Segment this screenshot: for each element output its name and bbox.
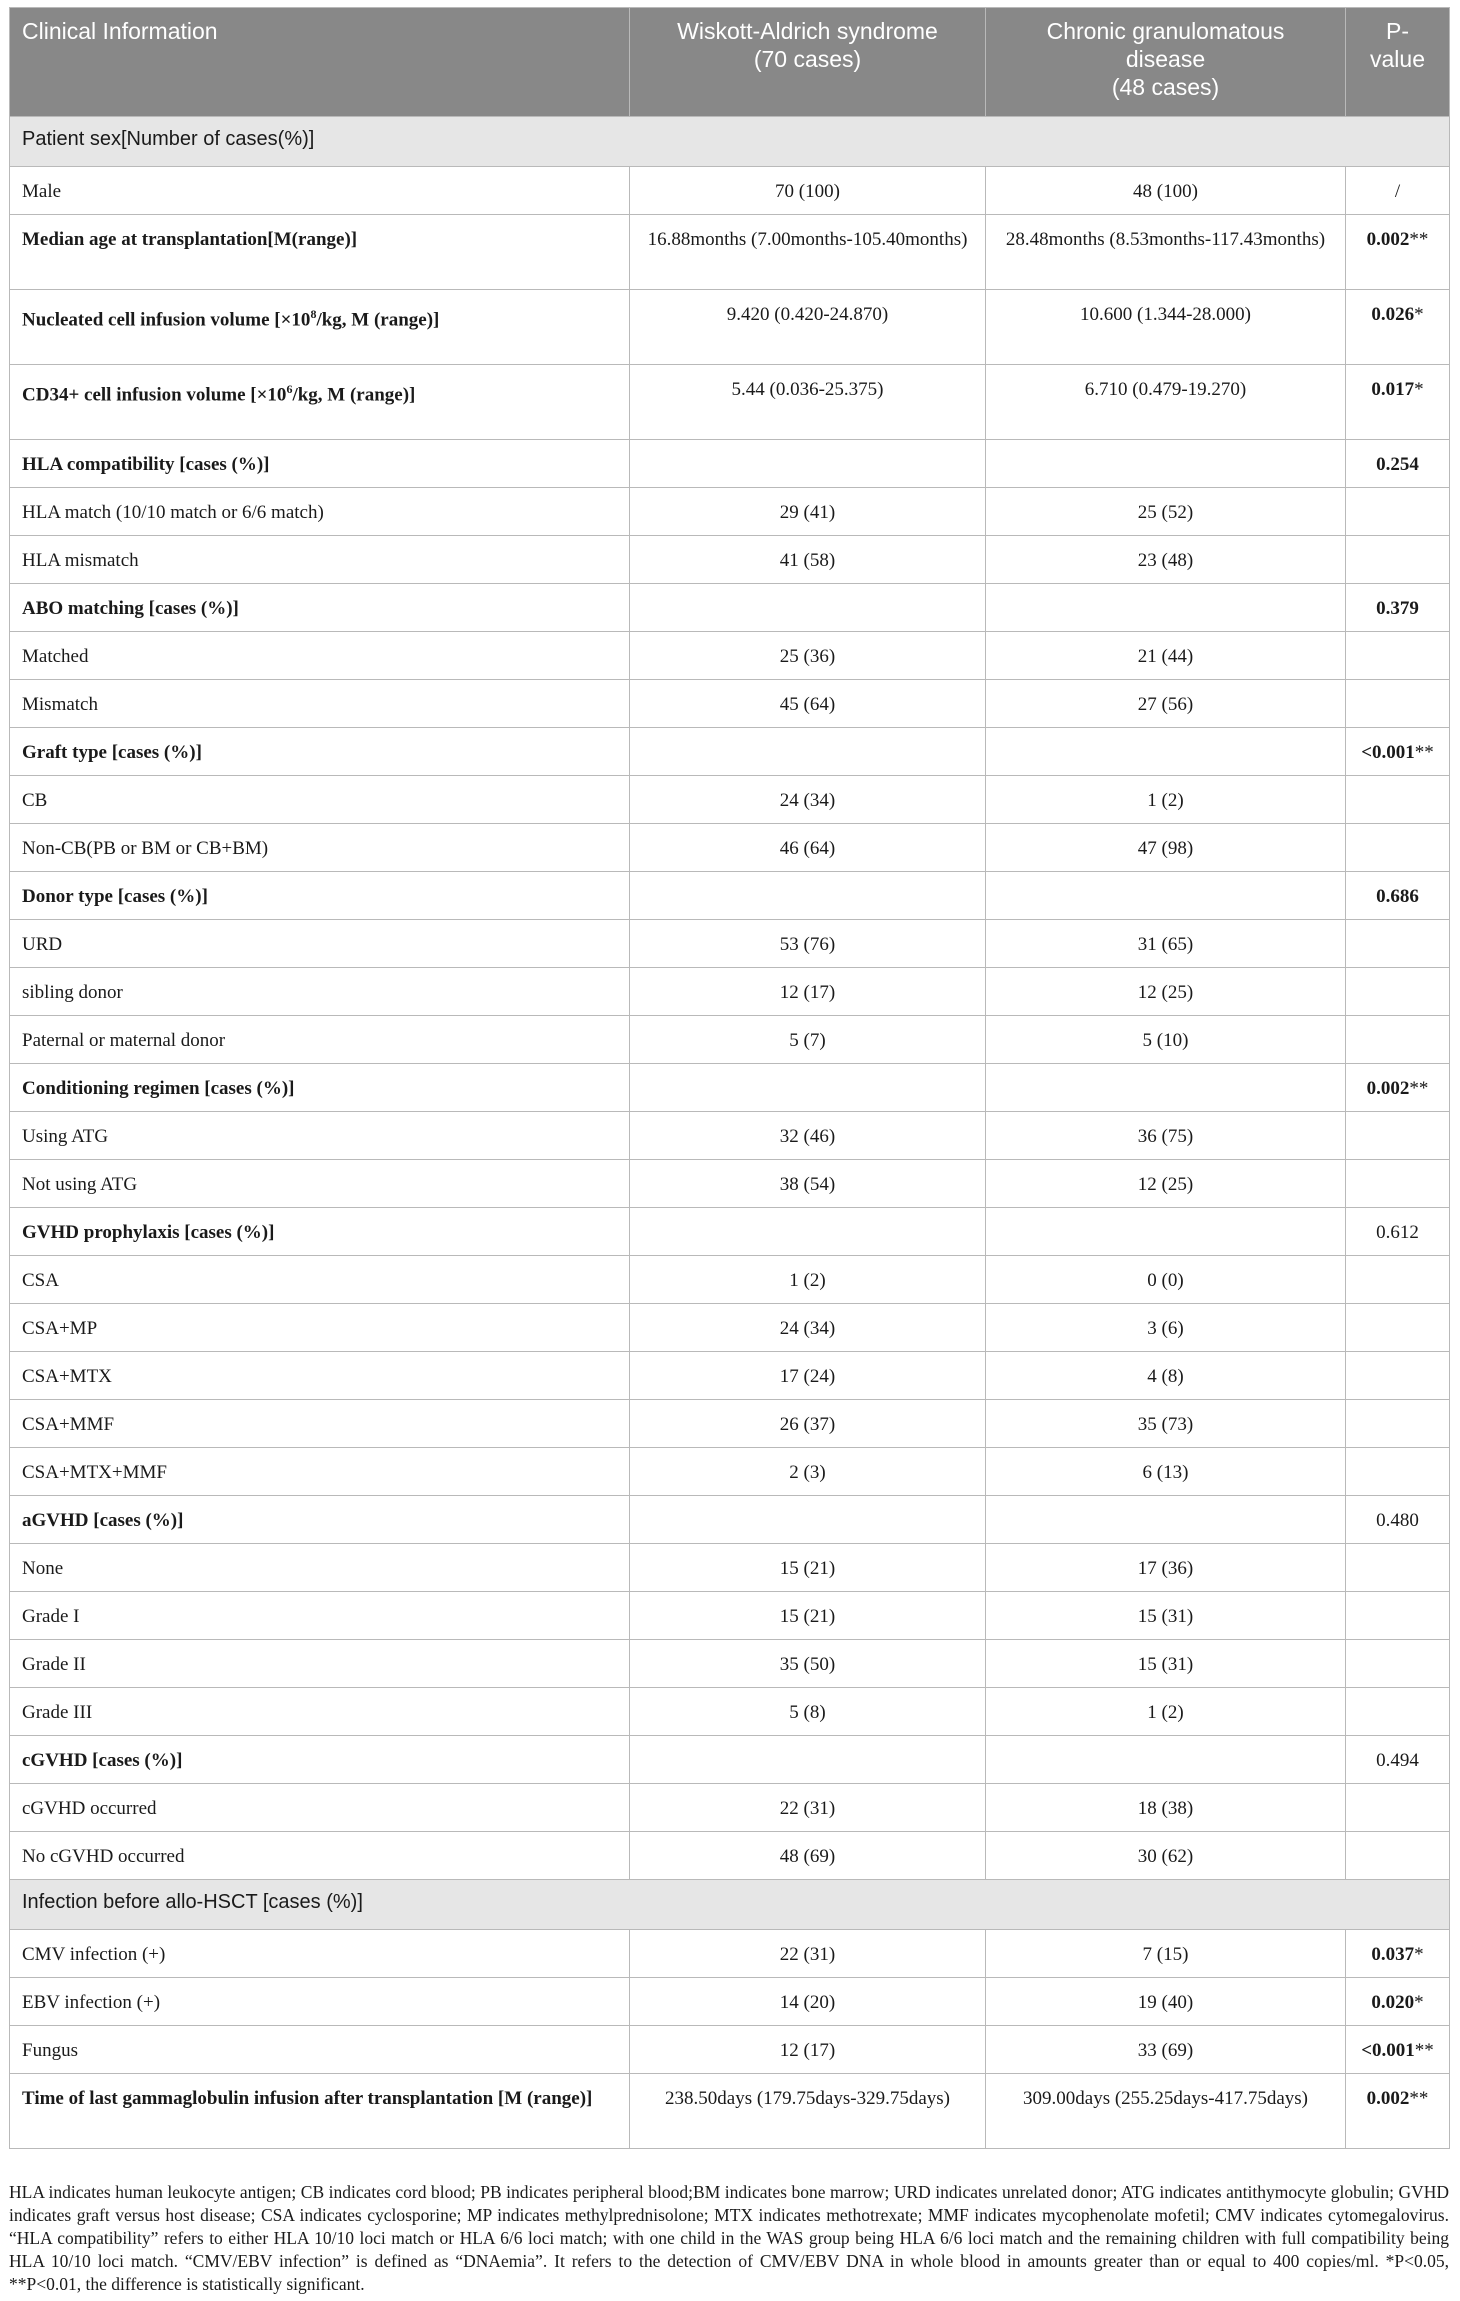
was-value: 41 (58) <box>630 536 986 584</box>
p-value <box>1346 776 1450 824</box>
cgd-value: 30 (62) <box>986 1832 1346 1880</box>
was-value: 29 (41) <box>630 488 986 536</box>
was-value <box>630 1736 986 1784</box>
was-value: 48 (69) <box>630 1832 986 1880</box>
cgd-value: 5 (10) <box>986 1016 1346 1064</box>
section-row <box>10 117 1450 167</box>
p-value <box>1346 680 1450 728</box>
p-value <box>1346 1544 1450 1592</box>
p-value <box>1346 290 1450 365</box>
p-value <box>1346 2074 1450 2149</box>
cgd-value: 28.48months (8.53months-117.43months) <box>986 215 1346 290</box>
p-value <box>1346 365 1450 440</box>
row-label: CSA+MP <box>10 1304 630 1352</box>
significance-marker: * <box>1414 1944 1424 1965</box>
row-label <box>10 290 630 365</box>
table-row <box>10 215 1450 290</box>
row-label-unit: /kg, M (range)] <box>292 384 416 406</box>
p-value <box>1346 167 1450 215</box>
header-col2-line2: (70 cases) <box>753 46 862 72</box>
row-label: Grade I <box>10 1592 630 1640</box>
cgd-value: 1 (2) <box>986 776 1346 824</box>
table-row <box>10 1016 1450 1064</box>
row-label: Conditioning regimen [cases (%)] <box>10 1064 630 1112</box>
was-value: 2 (3) <box>630 1448 986 1496</box>
was-value: 45 (64) <box>630 680 986 728</box>
was-value: 32 (46) <box>630 1112 986 1160</box>
p-value <box>1346 1400 1450 1448</box>
row-label-exponent: 6 <box>286 382 293 396</box>
cgd-value: 27 (56) <box>986 680 1346 728</box>
cgd-value: 7 (15) <box>986 1930 1346 1978</box>
table-row <box>10 365 1450 440</box>
table-row <box>10 920 1450 968</box>
row-label: CSA+MMF <box>10 1400 630 1448</box>
was-value: 70 (100) <box>630 167 986 215</box>
cgd-value: 35 (73) <box>986 1400 1346 1448</box>
cgd-value: 4 (8) <box>986 1352 1346 1400</box>
was-value: 5.44 (0.036-25.375) <box>630 365 986 440</box>
significance-marker: ** <box>1409 2088 1429 2109</box>
p-value-number: 0.254 <box>1376 454 1419 475</box>
was-value <box>630 872 986 920</box>
p-value-number: / <box>1394 181 1401 202</box>
row-label: URD <box>10 920 630 968</box>
cgd-value: 12 (25) <box>986 1160 1346 1208</box>
cgd-value <box>986 728 1346 776</box>
cgd-value: 6 (13) <box>986 1448 1346 1496</box>
p-value <box>1346 920 1450 968</box>
was-value: 53 (76) <box>630 920 986 968</box>
header-col1-text: Clinical Information <box>22 18 218 44</box>
row-label-text: CD34+ cell infusion volume [×10 <box>22 384 287 406</box>
p-value-number: 0.020 <box>1371 1992 1415 2013</box>
p-value <box>1346 215 1450 290</box>
row-label: ABO matching [cases (%)] <box>10 584 630 632</box>
p-value <box>1346 632 1450 680</box>
was-value: 24 (34) <box>630 1304 986 1352</box>
cgd-value: 3 (6) <box>986 1304 1346 1352</box>
row-label: HLA mismatch <box>10 536 630 584</box>
table-row <box>10 1592 1450 1640</box>
cgd-value: 19 (40) <box>986 1978 1346 2026</box>
p-value <box>1346 1304 1450 1352</box>
was-value: 38 (54) <box>630 1160 986 1208</box>
table-row <box>10 632 1450 680</box>
table-row <box>10 1640 1450 1688</box>
was-value: 16.88months (7.00months-105.40months) <box>630 215 986 290</box>
row-label: Using ATG <box>10 1112 630 1160</box>
p-value <box>1346 440 1450 488</box>
row-label: Grade II <box>10 1640 630 1688</box>
cgd-value: 6.710 (0.479-19.270) <box>986 365 1346 440</box>
p-value-number: <0.001 <box>1361 742 1415 763</box>
p-value-number: 0.480 <box>1376 1510 1419 1531</box>
cgd-value <box>986 872 1346 920</box>
p-value <box>1346 2026 1450 2074</box>
p-value <box>1346 1352 1450 1400</box>
clinical-table-container <box>9 7 1449 2149</box>
p-value <box>1346 1978 1450 2026</box>
row-label: sibling donor <box>10 968 630 1016</box>
cgd-value: 36 (75) <box>986 1112 1346 1160</box>
p-value <box>1346 1208 1450 1256</box>
table-footnote: HLA indicates human leukocyte antigen; CB indicates cord blood; PB indicates peripheral blood;BM indicates bone marrow; URD indicates unrelated donor; ATG indicates antithymocyte globulin; GVHD indicates graft versus host disease; CSA indicates cyclosporine; MP indicates methylprednisolone; MTX indicates methotrexate; MMF indicates mycophenolate mofetil; CMV indicates cytomegalovirus. “HLA compatibility” refers to either HLA 10/10 loci match or HLA 6/6 loci match; with one child in the WAS group being HLA 6/6 loci match and the remaining children with full compatibility being HLA 10/10 loci match. “CMV/EBV infection” is defined as “DNAemia”. It refers to the detection of CMV/EBV DNA in whole blood in amounts greater than or equal to 400 copies/ml. *P<0.05, **P<0.01, the difference is statistically significant. <box>9 2182 1449 2294</box>
table-row <box>10 1160 1450 1208</box>
cgd-value: 23 (48) <box>986 536 1346 584</box>
cgd-value: 25 (52) <box>986 488 1346 536</box>
p-value-number: 0.612 <box>1376 1222 1419 1243</box>
cgd-value: 15 (31) <box>986 1592 1346 1640</box>
row-label: Male <box>10 167 630 215</box>
row-label: CSA+MTX+MMF <box>10 1448 630 1496</box>
p-value <box>1346 536 1450 584</box>
table-row <box>10 872 1450 920</box>
was-value: 14 (20) <box>630 1978 986 2026</box>
was-value: 12 (17) <box>630 2026 986 2074</box>
cgd-value: 31 (65) <box>986 920 1346 968</box>
was-value <box>630 1208 986 1256</box>
row-label: Median age at transplantation[M(range)] <box>10 215 630 290</box>
cgd-value: 1 (2) <box>986 1688 1346 1736</box>
cgd-value: 15 (31) <box>986 1640 1346 1688</box>
was-value <box>630 728 986 776</box>
cgd-value: 309.00days (255.25days-417.75days) <box>986 2074 1346 2149</box>
row-label: EBV infection (+) <box>10 1978 630 2026</box>
cgd-value: 10.600 (1.344-28.000) <box>986 290 1346 365</box>
was-value: 9.420 (0.420-24.870) <box>630 290 986 365</box>
row-label: CSA+MTX <box>10 1352 630 1400</box>
p-value <box>1346 1784 1450 1832</box>
p-value-number: 0.026 <box>1371 304 1415 325</box>
was-value: 17 (24) <box>630 1352 986 1400</box>
row-label: cGVHD [cases (%)] <box>10 1736 630 1784</box>
table-row <box>10 1736 1450 1784</box>
table-row <box>10 1784 1450 1832</box>
header-clinical-information <box>10 8 630 117</box>
cgd-value: 48 (100) <box>986 167 1346 215</box>
p-value <box>1346 1832 1450 1880</box>
table-row <box>10 1544 1450 1592</box>
cgd-value: 12 (25) <box>986 968 1346 1016</box>
section-label: Infection before allo-HSCT [cases (%)] <box>10 1880 1450 1930</box>
was-value: 15 (21) <box>630 1544 986 1592</box>
was-value: 5 (7) <box>630 1016 986 1064</box>
table-header <box>10 8 1450 117</box>
was-value: 26 (37) <box>630 1400 986 1448</box>
p-value-number: 0.494 <box>1376 1750 1419 1771</box>
p-value <box>1346 1016 1450 1064</box>
p-value <box>1346 872 1450 920</box>
row-label: Paternal or maternal donor <box>10 1016 630 1064</box>
p-value <box>1346 824 1450 872</box>
row-label: Grade III <box>10 1688 630 1736</box>
section-label: Patient sex[Number of cases(%)] <box>10 117 1450 167</box>
row-label: cGVHD occurred <box>10 1784 630 1832</box>
row-label-text: Nucleated cell infusion volume [×10 <box>22 309 311 331</box>
table-row <box>10 2026 1450 2074</box>
row-label: Graft type [cases (%)] <box>10 728 630 776</box>
p-value <box>1346 584 1450 632</box>
row-label: Not using ATG <box>10 1160 630 1208</box>
row-label: aGVHD [cases (%)] <box>10 1496 630 1544</box>
header-col2-line1: Wiskott-Aldrich syndrome <box>677 18 938 44</box>
cgd-value <box>986 440 1346 488</box>
table-row <box>10 728 1450 776</box>
was-value: 12 (17) <box>630 968 986 1016</box>
table-row <box>10 1208 1450 1256</box>
significance-marker: ** <box>1409 229 1429 250</box>
table-row <box>10 1496 1450 1544</box>
table-row <box>10 488 1450 536</box>
row-label <box>10 365 630 440</box>
p-value <box>1346 968 1450 1016</box>
p-value-number: 0.002 <box>1366 229 1410 250</box>
row-label: CMV infection (+) <box>10 1930 630 1978</box>
table-body <box>10 117 1450 2149</box>
row-label: Non-CB(PB or BM or CB+BM) <box>10 824 630 872</box>
table-row <box>10 440 1450 488</box>
row-label: GVHD prophylaxis [cases (%)] <box>10 1208 630 1256</box>
header-cgd <box>986 8 1346 117</box>
was-value <box>630 1496 986 1544</box>
was-value: 25 (36) <box>630 632 986 680</box>
table-row <box>10 680 1450 728</box>
cgd-value <box>986 1208 1346 1256</box>
was-value: 46 (64) <box>630 824 986 872</box>
table-row <box>10 1400 1450 1448</box>
row-label: HLA match (10/10 match or 6/6 match) <box>10 488 630 536</box>
table-row <box>10 1448 1450 1496</box>
row-label: No cGVHD occurred <box>10 1832 630 1880</box>
p-value <box>1346 1112 1450 1160</box>
table-row <box>10 584 1450 632</box>
was-value: 35 (50) <box>630 1640 986 1688</box>
was-value <box>630 440 986 488</box>
table-row <box>10 1304 1450 1352</box>
table-row <box>10 968 1450 1016</box>
cgd-value: 21 (44) <box>986 632 1346 680</box>
significance-marker: * <box>1414 1992 1424 2013</box>
cgd-value <box>986 1736 1346 1784</box>
cgd-value: 18 (38) <box>986 1784 1346 1832</box>
p-value <box>1346 728 1450 776</box>
table-row <box>10 2074 1450 2149</box>
header-col3-line3: (48 cases) <box>1111 74 1220 100</box>
was-value <box>630 1064 986 1112</box>
was-value <box>630 584 986 632</box>
p-value-number: 0.002 <box>1366 1078 1410 1099</box>
row-label: Time of last gammaglobulin infusion after transplantation [M (range)] <box>10 2074 630 2149</box>
table-row <box>10 824 1450 872</box>
row-label: Fungus <box>10 2026 630 2074</box>
p-value-number: <0.001 <box>1361 2040 1415 2061</box>
was-value: 1 (2) <box>630 1256 986 1304</box>
was-value: 5 (8) <box>630 1688 986 1736</box>
clinical-info-table <box>9 7 1450 2149</box>
significance-marker: * <box>1414 379 1424 400</box>
row-label: HLA compatibility [cases (%)] <box>10 440 630 488</box>
cgd-value <box>986 1064 1346 1112</box>
cgd-value: 47 (98) <box>986 824 1346 872</box>
row-label: None <box>10 1544 630 1592</box>
table-row <box>10 1112 1450 1160</box>
cgd-value <box>986 584 1346 632</box>
table-row <box>10 536 1450 584</box>
table-row <box>10 1256 1450 1304</box>
was-value: 24 (34) <box>630 776 986 824</box>
row-label: Donor type [cases (%)] <box>10 872 630 920</box>
header-row <box>10 8 1450 117</box>
row-label: CSA <box>10 1256 630 1304</box>
p-value <box>1346 1640 1450 1688</box>
section-row <box>10 1880 1450 1930</box>
table-row <box>10 1352 1450 1400</box>
p-value-number: 0.379 <box>1376 598 1419 619</box>
row-label: Mismatch <box>10 680 630 728</box>
significance-marker: ** <box>1414 2040 1434 2061</box>
p-value <box>1346 488 1450 536</box>
p-value <box>1346 1064 1450 1112</box>
cgd-value: 33 (69) <box>986 2026 1346 2074</box>
p-value <box>1346 1930 1450 1978</box>
was-value: 22 (31) <box>630 1784 986 1832</box>
p-value <box>1346 1256 1450 1304</box>
significance-marker: * <box>1414 304 1424 325</box>
row-label: Matched <box>10 632 630 680</box>
table-row <box>10 1688 1450 1736</box>
table-row <box>10 1064 1450 1112</box>
table-row <box>10 1978 1450 2026</box>
table-row <box>10 290 1450 365</box>
cgd-value: 0 (0) <box>986 1256 1346 1304</box>
table-row <box>10 1832 1450 1880</box>
p-value <box>1346 1736 1450 1784</box>
p-value <box>1346 1496 1450 1544</box>
p-value <box>1346 1592 1450 1640</box>
was-value: 15 (21) <box>630 1592 986 1640</box>
was-value: 22 (31) <box>630 1930 986 1978</box>
header-col4-line1: P- <box>1386 18 1409 44</box>
p-value-number: 0.037 <box>1371 1944 1415 1965</box>
row-label: CB <box>10 776 630 824</box>
cgd-value: 17 (36) <box>986 1544 1346 1592</box>
p-value <box>1346 1448 1450 1496</box>
header-col3-line2: disease <box>1125 46 1206 72</box>
table-row <box>10 167 1450 215</box>
p-value-number: 0.002 <box>1366 2088 1410 2109</box>
p-value <box>1346 1688 1450 1736</box>
header-was <box>630 8 986 117</box>
table-row <box>10 1930 1450 1978</box>
header-col3-line1: Chronic granulomatous <box>1046 18 1285 44</box>
p-value <box>1346 1160 1450 1208</box>
p-value-number: 0.686 <box>1376 886 1419 907</box>
row-label-unit: /kg, M (range)] <box>316 309 440 331</box>
table-row <box>10 776 1450 824</box>
row-label-exponent: 8 <box>310 307 317 321</box>
header-col4-line2: value <box>1370 46 1425 72</box>
was-value: 238.50days (179.75days-329.75days) <box>630 2074 986 2149</box>
significance-marker: ** <box>1409 1078 1429 1099</box>
cgd-value <box>986 1496 1346 1544</box>
p-value-number: 0.017 <box>1371 379 1415 400</box>
significance-marker: ** <box>1414 742 1434 763</box>
header-p-value <box>1346 8 1450 117</box>
